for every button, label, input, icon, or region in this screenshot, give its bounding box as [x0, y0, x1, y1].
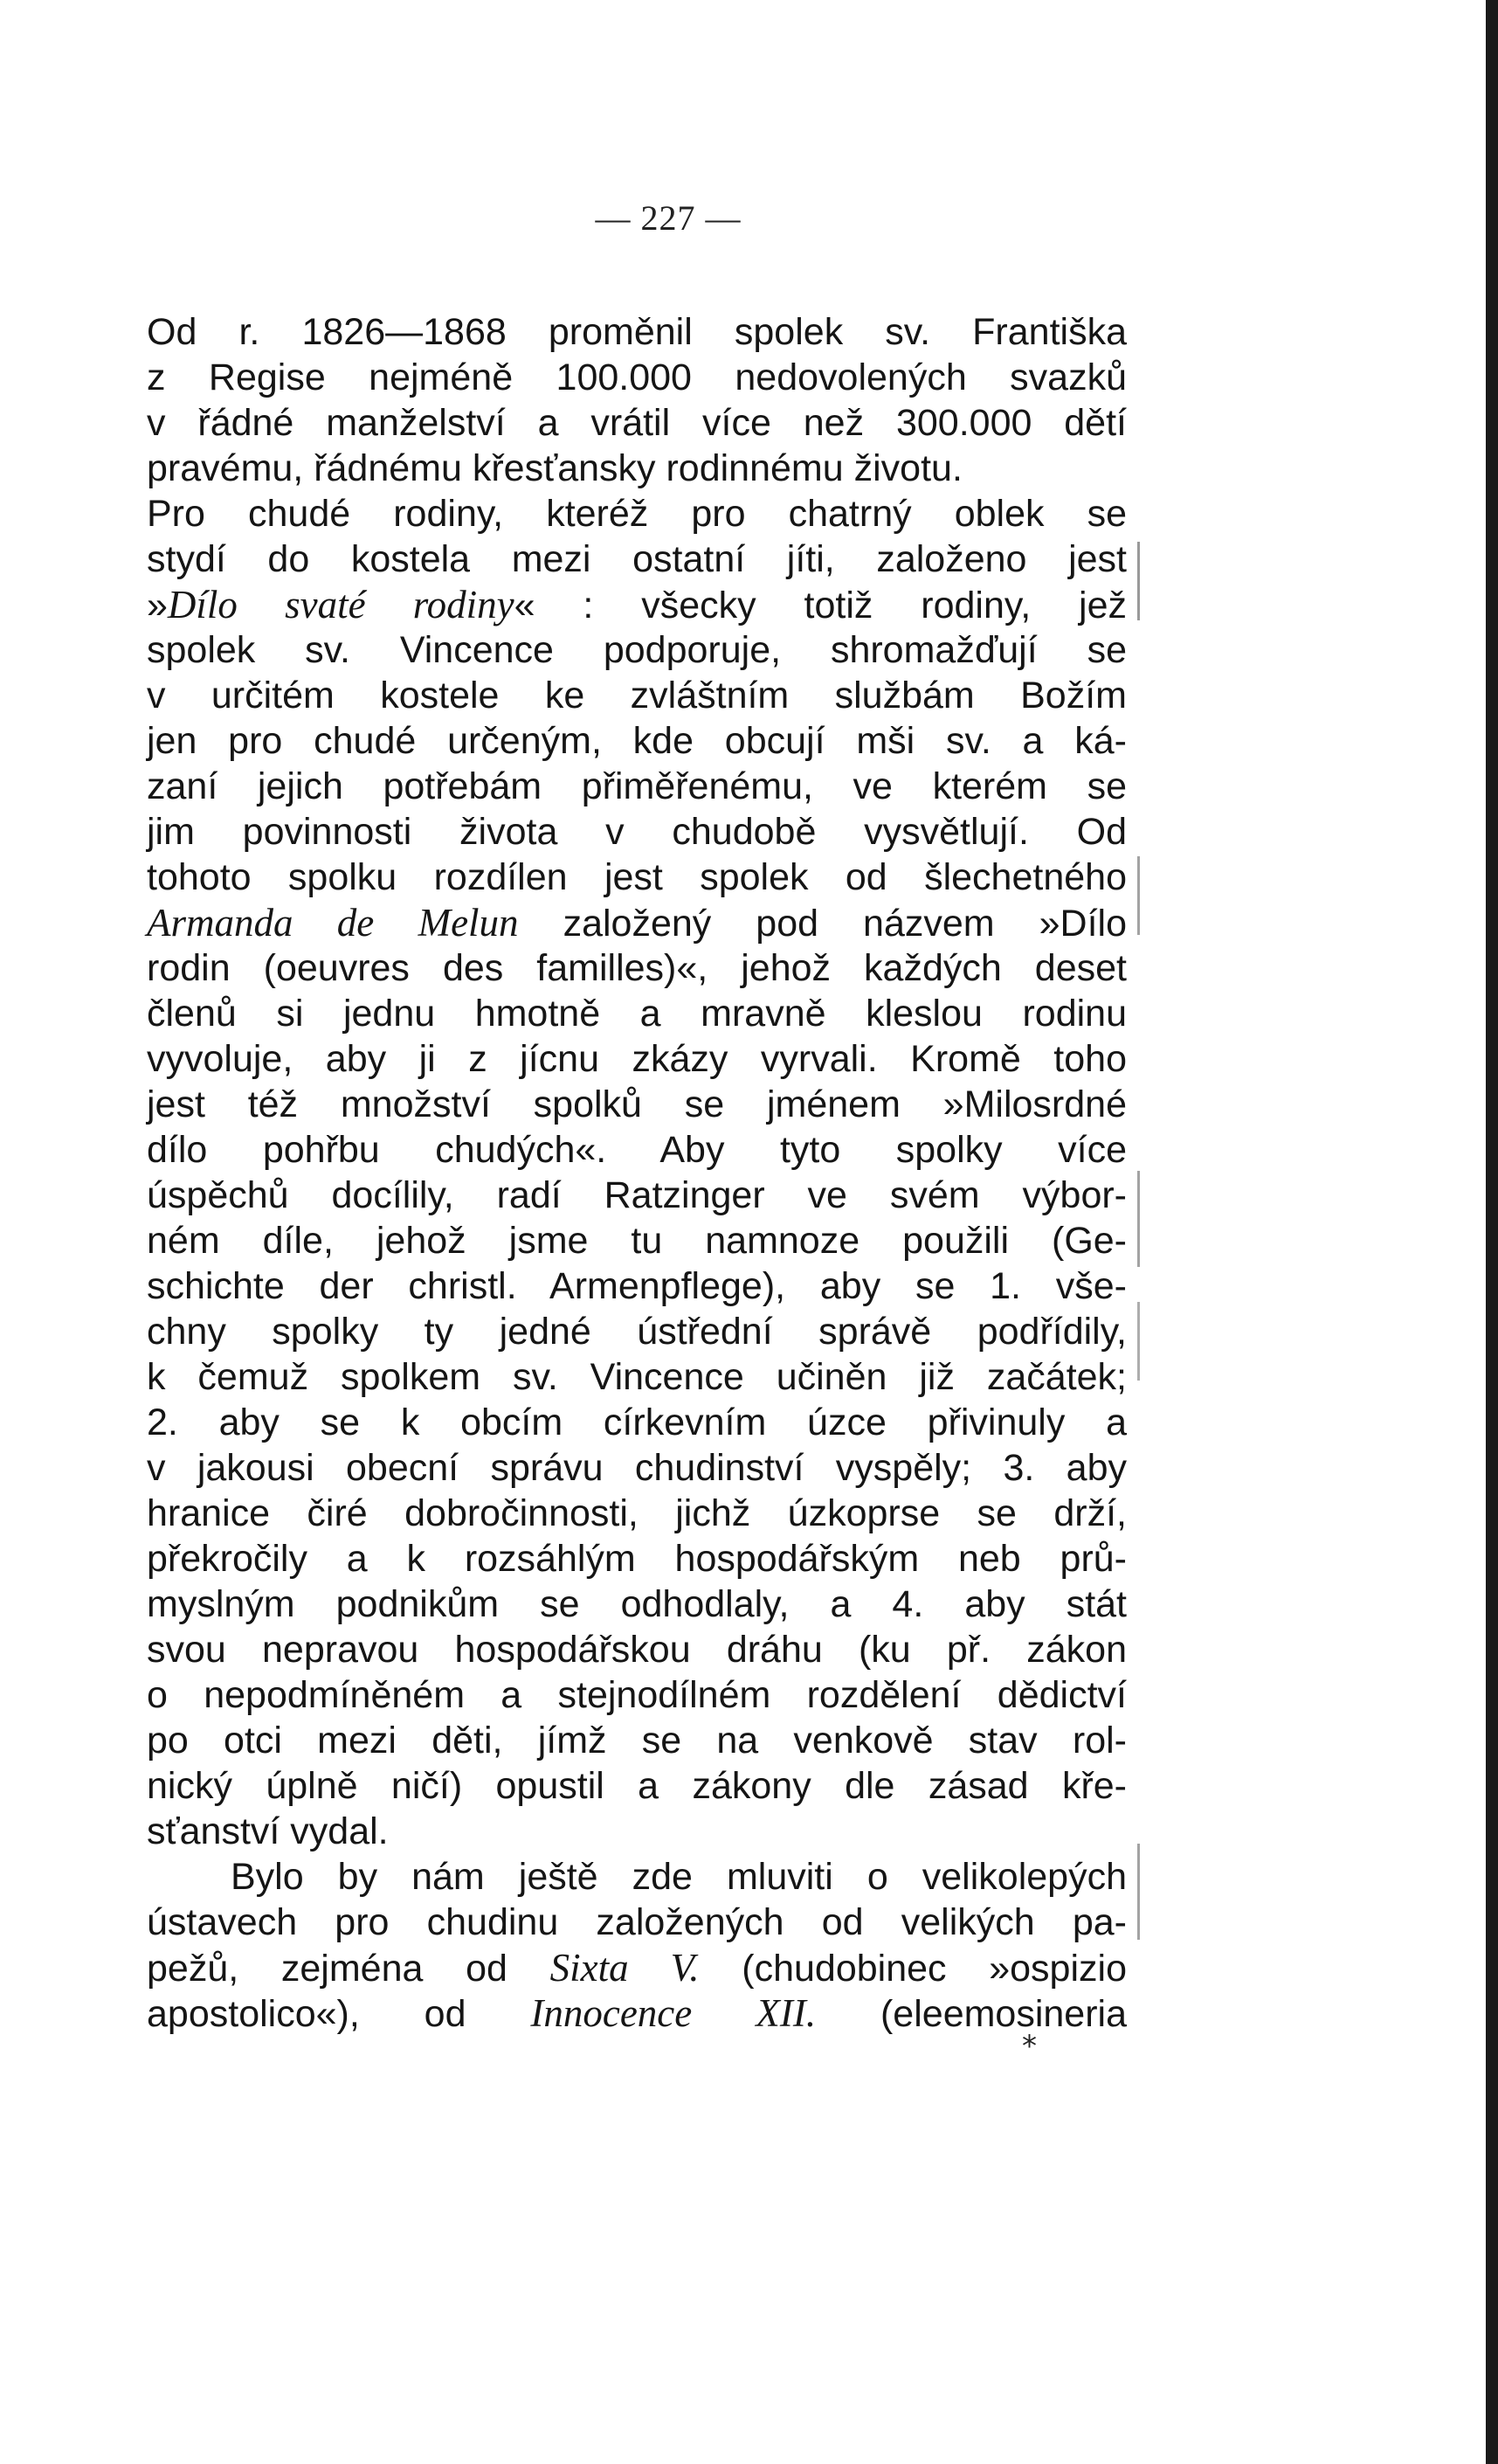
text-segment: chny spolky ty jedné ústřední správě podřídily,: [147, 1311, 1127, 1353]
text-segment: (eleemosineria: [816, 1993, 1128, 2035]
text-line: [147, 1354, 1127, 1400]
body-text: [147, 309, 1127, 2036]
text-line: [147, 1900, 1127, 1945]
text-line: [147, 1809, 1127, 1854]
text-segment: sťanství vydal.: [147, 1810, 389, 1852]
text-line: [147, 1627, 1127, 1672]
text-segment: schichte der christl. Armenpflege), aby se 1. vše-: [147, 1265, 1127, 1307]
text-segment: překročily a k rozsáhlým hospodářským neb prů-: [147, 1538, 1127, 1580]
text-segment: svou nepravou hospodářskou dráhu (ku př. zákon: [147, 1629, 1127, 1671]
text-segment: pežů, zejména od: [147, 1948, 550, 1990]
text-line: [147, 900, 1127, 945]
text-line: [147, 355, 1127, 400]
text-segment: v určitém kostele ke zvláštním službám Božím: [147, 675, 1127, 716]
text-segment: v řádné manželství a vrátil více než 300.000 dětí: [147, 402, 1127, 444]
text-segment: ném díle, jehož jsme tu namnoze použili (Ge-: [147, 1220, 1127, 1262]
text-line: [147, 1082, 1127, 1127]
text-segment: z Regise nejméně 100.000 nedovolených svazků: [147, 356, 1127, 398]
text-line: [147, 536, 1127, 582]
text-line: [147, 1127, 1127, 1173]
text-line: [147, 1263, 1127, 1309]
page-edge-shadow: [1486, 0, 1498, 2464]
text-segment: zaní jejich potřebám přiměřenému, ve kterém se: [147, 765, 1127, 807]
margin-rule: [1137, 1302, 1140, 1381]
text-segment: « : všecky totiž rodiny, jež: [514, 585, 1128, 626]
text-segment: po otci mezi děti, jímž se na venkově stav rol-: [147, 1720, 1127, 1761]
text-line: [147, 582, 1127, 627]
text-segment: založený pod názvem »Dílo: [518, 903, 1127, 945]
text-line: [147, 1445, 1127, 1491]
margin-rule: [1137, 1171, 1140, 1267]
page-number: — 227 —: [595, 198, 742, 238]
margin-rule: [1137, 856, 1140, 935]
text-line: [147, 945, 1127, 991]
text-segment: k čemuž spolkem sv. Vincence učiněn již začátek;: [147, 1356, 1127, 1398]
text-segment: »: [147, 585, 168, 626]
text-segment: jest též množství spolků se jménem »Milosrdné: [147, 1083, 1127, 1125]
text-line: [147, 991, 1127, 1036]
text-line: [147, 809, 1127, 855]
text-segment: spolek sv. Vincence podporuje, shromažďují se: [147, 629, 1127, 671]
text-segment: stydí do kostela mezi ostatní jíti, založeno jest: [147, 538, 1127, 580]
text-line: [147, 1672, 1127, 1718]
text-segment: jim povinnosti života v chudobě vysvětlují. Od: [147, 811, 1127, 853]
margin-rule: [1137, 542, 1140, 620]
text-segment: v jakousi obecní správu chudinství vyspěly; 3. aby: [147, 1447, 1127, 1489]
text-line: [147, 1400, 1127, 1445]
text-segment: 2. aby se k obcím církevním úzce přivinuly a: [147, 1402, 1127, 1443]
text-line: [147, 1854, 1127, 1900]
text-segment: vyvoluje, aby ji z jícnu zkázy vyrvali. Kromě toho: [147, 1038, 1127, 1080]
text-segment: členů si jednu hmotně a mravně kleslou rodinu: [147, 993, 1127, 1035]
text-line: [147, 1990, 1127, 2036]
text-segment: Bylo by nám ještě zde mluviti o velikolepých: [231, 1856, 1127, 1898]
text-segment: ústavech pro chudinu založených od velikých pa-: [147, 1901, 1127, 1943]
italic-name: Innocence XII.: [530, 1991, 817, 2035]
text-segment: jen pro chudé určeným, kde obcují mši sv. a ká-: [147, 720, 1127, 762]
text-segment: rodin (oeuvres des familles)«, jehož každých deset: [147, 947, 1127, 989]
text-line: [147, 400, 1127, 446]
text-line: [147, 309, 1127, 355]
italic-name: Sixta V.: [549, 1946, 700, 1990]
text-segment: o nepodmíněném a stejnodílném rozdělení dědictví: [147, 1674, 1127, 1716]
text-segment: Pro chudé rodiny, kteréž pro chatrný oblek se: [147, 493, 1127, 535]
text-line: [147, 1763, 1127, 1809]
text-line: [147, 1218, 1127, 1263]
text-segment: dílo pohřbu chudých«. Aby tyto spolky více: [147, 1129, 1127, 1171]
text-segment: pravému, řádnému křesťansky rodinnému životu.: [147, 447, 963, 489]
text-segment: úspěchů docílily, radí Ratzinger ve svém výbor-: [147, 1174, 1127, 1216]
margin-rule: [1137, 1844, 1140, 1940]
text-segment: apostolico«), od: [147, 1993, 531, 2035]
text-line: [147, 673, 1127, 718]
text-line: [147, 718, 1127, 764]
text-segment: tohoto spolku rozdílen jest spolek od šlechetného: [147, 856, 1127, 898]
text-segment: Od r. 1826—1868 proměnil spolek sv. Františka: [147, 311, 1127, 353]
text-line: [147, 1945, 1127, 1990]
text-line: [147, 491, 1127, 536]
text-segment: nický úplně ničí) opustil a zákony dle zásad kře-: [147, 1765, 1127, 1807]
text-segment: (chudobinec »ospizio: [699, 1948, 1127, 1990]
text-line: [147, 1582, 1127, 1627]
text-line: [147, 1173, 1127, 1218]
text-line: [147, 446, 1127, 491]
text-line: [147, 1309, 1127, 1354]
text-segment: hranice čiré dobročinnosti, jichž úzkoprse se drží,: [147, 1492, 1127, 1534]
text-line: [147, 1036, 1127, 1082]
text-line: [147, 764, 1127, 809]
italic-name: Armanda de Melun: [147, 901, 519, 945]
text-segment: myslným podnikům se odhodlaly, a 4. aby stát: [147, 1583, 1127, 1625]
text-line: [147, 855, 1127, 900]
signature-mark: *: [1022, 2029, 1037, 2064]
text-line: [147, 1491, 1127, 1536]
text-line: [147, 1718, 1127, 1763]
text-line: [147, 1536, 1127, 1582]
text-line: [147, 627, 1127, 673]
italic-name: Dílo svaté rodiny: [167, 583, 514, 626]
